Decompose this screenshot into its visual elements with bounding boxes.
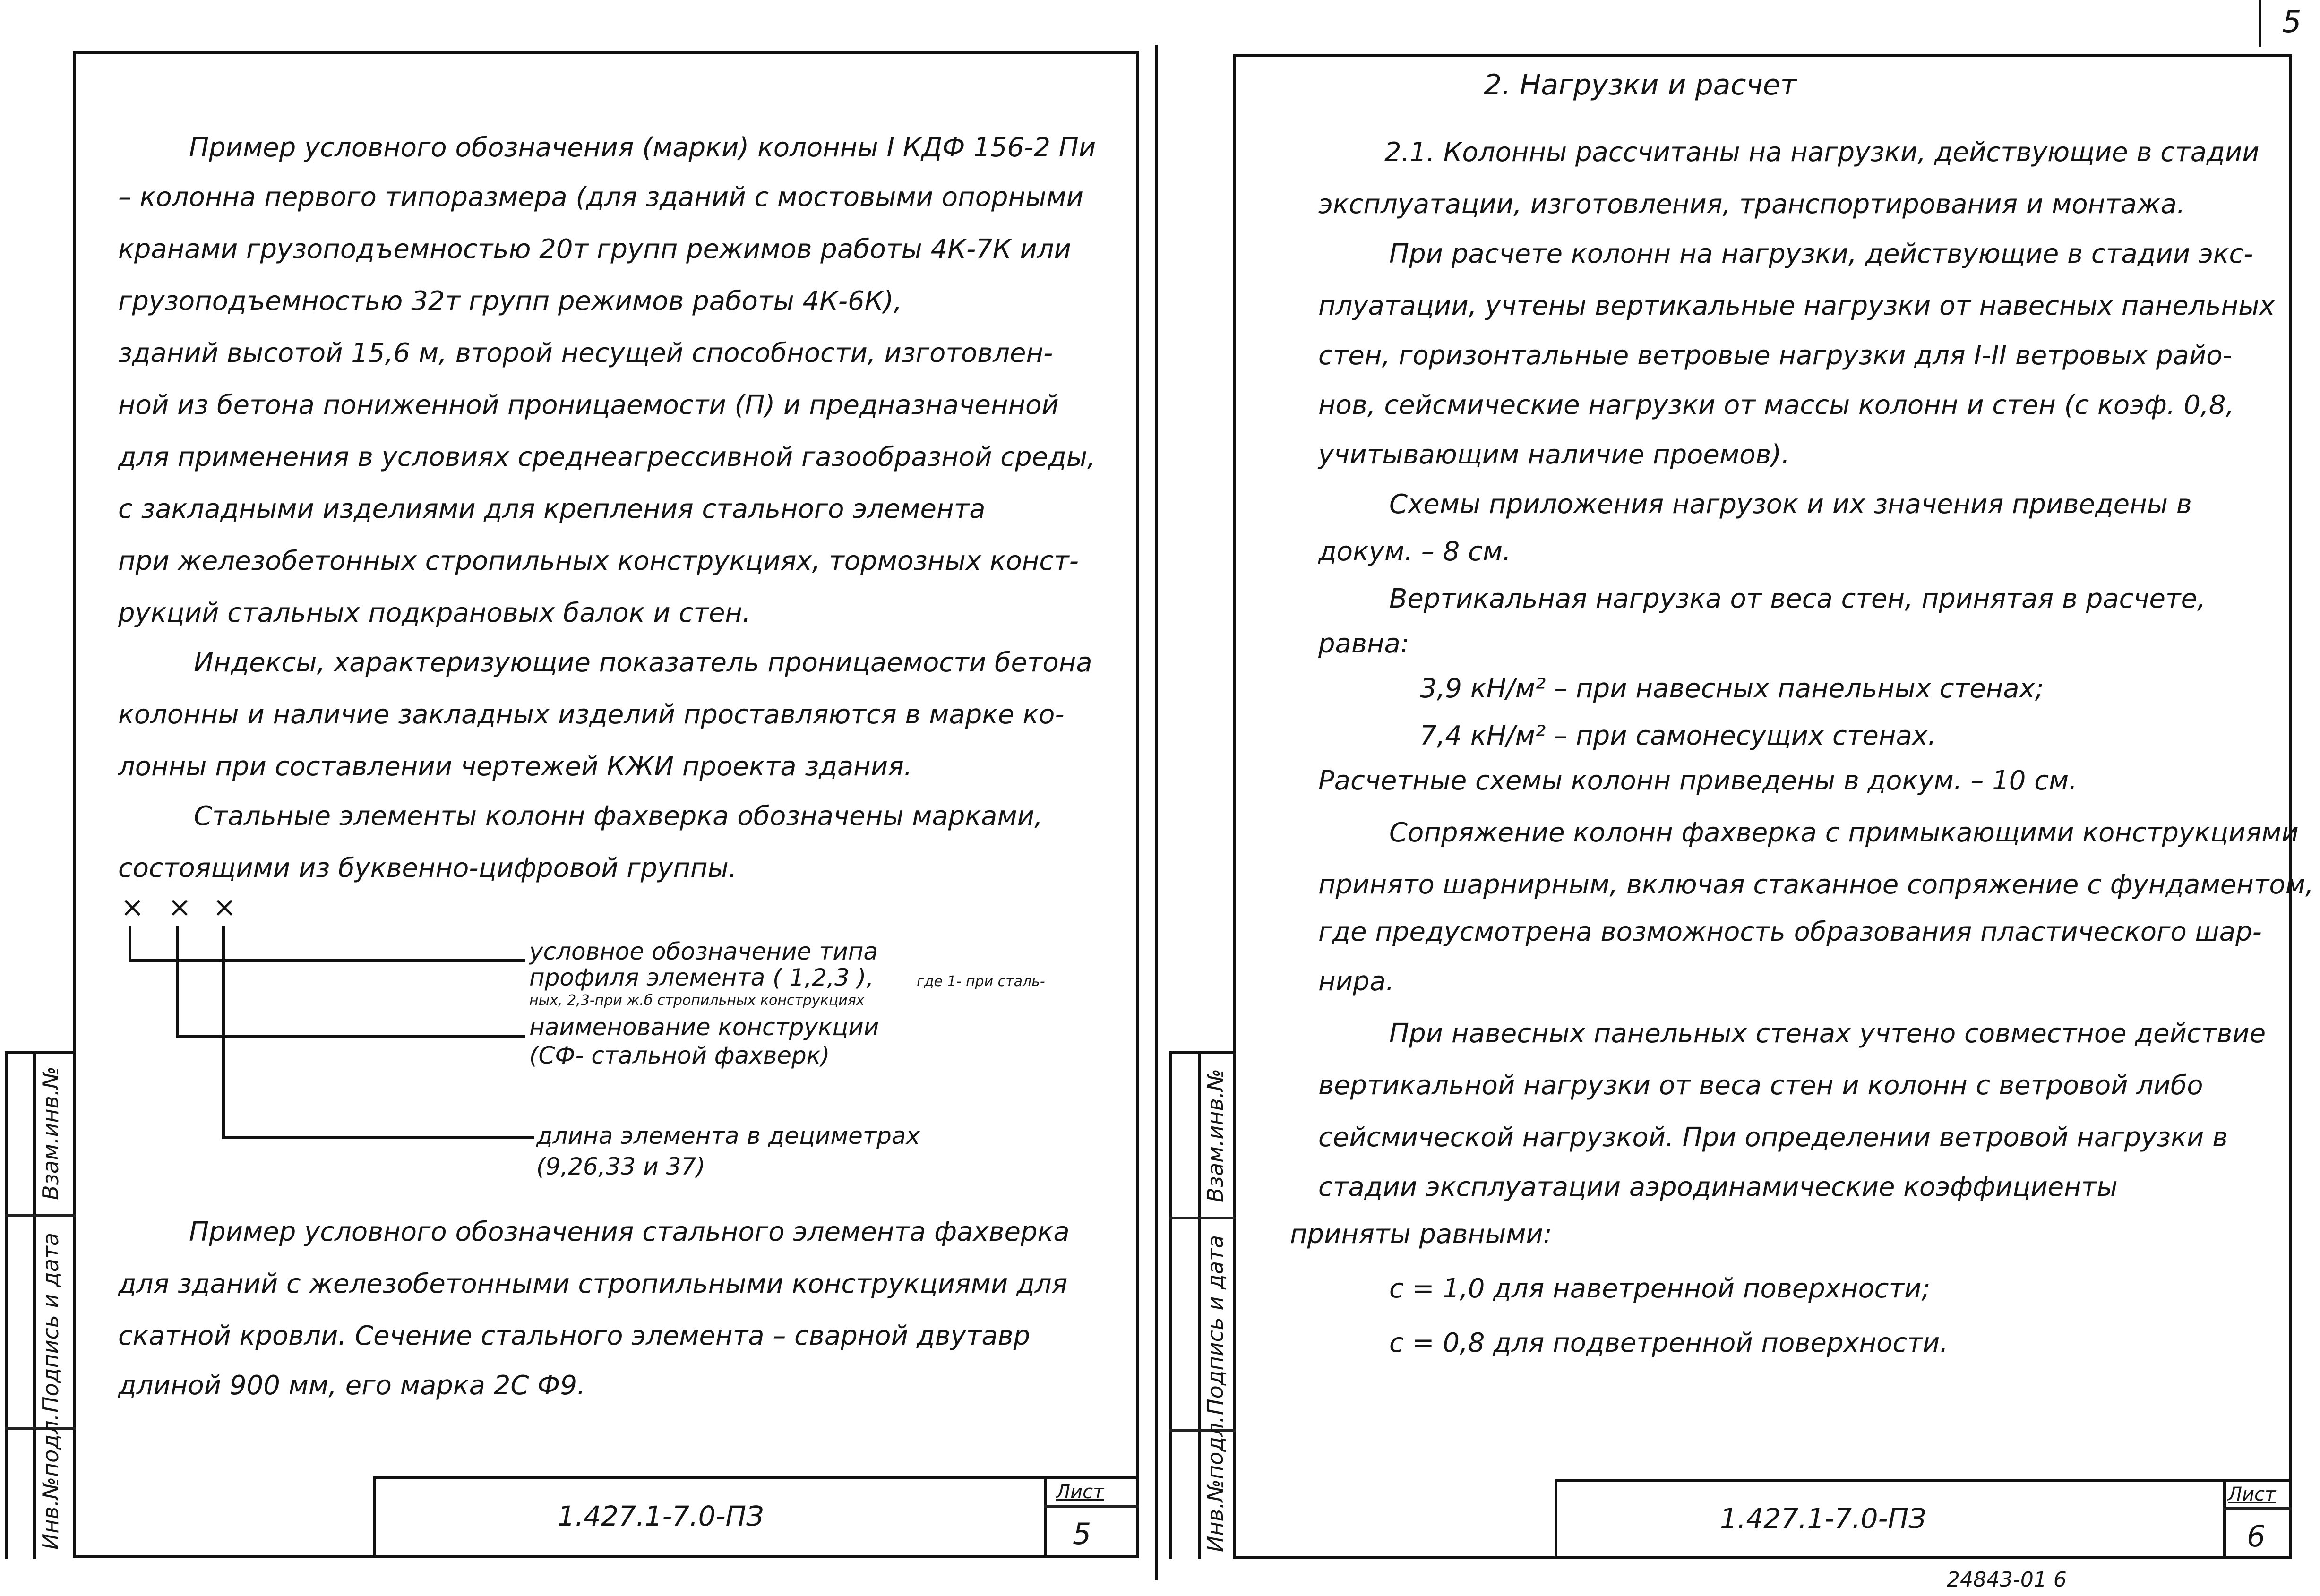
right-line: Схемы приложения нагрузок и их значения приведены в xyxy=(1389,489,2192,520)
left-line: длиной 900 мм, его марка 2С Ф9. xyxy=(118,1370,585,1401)
left-line: для зданий с железобетонными стропильными конструкциями для xyxy=(118,1269,1068,1299)
diagram-label1-note2: ных, 2,3-при ж.б стропильных конструкциях xyxy=(529,992,865,1009)
right-line: стен, горизонтальные ветровые нагрузки для I-II ветровых райо- xyxy=(1318,340,2232,371)
right-line: 3,9 кН/м² – при навесных панельных стенах; xyxy=(1420,673,2044,704)
right-line: докум. – 8 см. xyxy=(1318,536,1511,567)
right-line: 7,4 кН/м² – при самонесущих стенах. xyxy=(1420,721,1936,751)
diagram-leader xyxy=(129,926,131,961)
footer-number: 24843-01 6 xyxy=(1947,1568,2067,1592)
left-line: зданий высотой 15,6 м, второй несущей способности, изготовлен- xyxy=(118,338,1053,369)
right-line: 2.1. Колонны рассчитаны на нагрузки, действующие в стадии xyxy=(1384,137,2260,168)
right-line: плуатации, учтены вертикальные нагрузки от навесных панельных xyxy=(1318,291,2275,321)
left-stamp-inv-label: Инв.№подл. xyxy=(38,1413,63,1550)
right-line: учитывающим наличие проемов). xyxy=(1318,439,1790,470)
right-heading: 2. Нагрузки и расчет xyxy=(1484,69,1797,102)
corner-number: 5 xyxy=(2282,5,2302,40)
right-line: сейсмической нагрузкой. При определении ветровой нагрузки в xyxy=(1318,1122,2228,1153)
diagram-leader xyxy=(222,1136,534,1139)
left-stamp-border xyxy=(5,1051,8,1559)
diagram-marker: × xyxy=(213,891,237,924)
left-title-divider xyxy=(1044,1476,1047,1558)
right-line: Сопряжение колонн фахверка с примыкающими конструкциями xyxy=(1389,817,2299,848)
left-line: Пример условного обозначения стального элемента фахверка xyxy=(189,1217,1070,1247)
right-line: с = 1,0 для наветренной поверхности; xyxy=(1389,1273,1931,1304)
right-title-sheet-divider xyxy=(2223,1507,2292,1510)
left-line: Стальные элементы колонн фахверка обозначены марками, xyxy=(194,801,1043,832)
diagram-label3-line1: длина элемента в дециметрах xyxy=(536,1122,920,1150)
left-title-sheet-divider xyxy=(1044,1505,1139,1508)
right-line: При расчете колонн на нагрузки, действующие в стадии экс- xyxy=(1389,239,2253,269)
right-stamp-replace-label: Взам.инв.№ xyxy=(1203,1068,1228,1202)
right-stamp-inv-label: Инв.№подл. xyxy=(1203,1416,1228,1552)
right-line: нов, сейсмические нагрузки от массы колонн и стен (с коэф. 0,8, xyxy=(1318,390,2234,420)
right-line: равна: xyxy=(1318,628,1409,659)
left-line: скатной кровли. Сечение стального элемента – сварной двутавр xyxy=(118,1321,1031,1351)
right-line: принято шарнирным, включая стаканное сопряжение с фундаментом, xyxy=(1318,869,2314,900)
right-line: где предусмотрена возможность образования пластического шар- xyxy=(1318,917,2262,947)
left-line: – колонна первого типоразмера (для зданий с мостовыми опорными xyxy=(118,182,1083,213)
diagram-label2-line1: наименование конструкции xyxy=(529,1013,879,1041)
corner-box-left xyxy=(2259,0,2261,47)
left-line: кранами грузоподъемностью 20т групп режимов работы 4К-7К или xyxy=(118,234,1071,265)
right-sheet-number: 6 xyxy=(2247,1519,2266,1553)
left-line: состоящими из буквенно-цифровой группы. xyxy=(118,853,737,884)
left-stamp-top xyxy=(5,1051,76,1054)
right-stamp-row1 xyxy=(1169,1217,1236,1219)
right-doc-code: 1.427.1-7.0-ПЗ xyxy=(1720,1502,1926,1535)
right-sheet-label: Лист xyxy=(2228,1484,2276,1505)
right-line: с = 0,8 для подветренной поверхности. xyxy=(1389,1328,1949,1358)
left-stamp-row1 xyxy=(5,1214,76,1217)
right-line: эксплуатации, изготовления, транспортирования и монтажа. xyxy=(1318,189,2185,220)
page-separator xyxy=(1155,45,1158,1580)
right-stamp-divider xyxy=(1198,1051,1201,1559)
right-line: Расчетные схемы колонн приведены в докум. – 10 см. xyxy=(1318,765,2078,796)
left-line: колонны и наличие закладных изделий проставляются в марке ко- xyxy=(118,699,1065,730)
diagram-label2-line2: (СФ- стальной фахверк) xyxy=(529,1042,830,1069)
diagram-marker: × xyxy=(120,891,145,924)
right-line: Вертикальная нагрузка от веса стен, принятая в расчете, xyxy=(1389,583,2206,614)
left-sheet-number: 5 xyxy=(1073,1517,1091,1551)
right-line: нира. xyxy=(1318,966,1394,997)
diagram-marker: × xyxy=(168,891,192,924)
left-line: с закладными изделиями для крепления стального элемента xyxy=(118,494,986,524)
left-line: Пример условного обозначения (марки) колонны I КДФ 156-2 Пи xyxy=(189,132,1096,163)
diagram-label1-note1: где 1- при сталь- xyxy=(917,973,1045,990)
right-line: стадии эксплуатации аэродинамические коэффициенты xyxy=(1318,1172,2118,1202)
diagram-label1-line1: условное обозначение типа xyxy=(529,938,878,965)
left-line: лонны при составлении чертежей КЖИ проекта здания. xyxy=(118,751,912,782)
left-stamp-replace-label: Взам.инв.№ xyxy=(38,1066,63,1200)
left-doc-code: 1.427.1-7.0-ПЗ xyxy=(558,1500,764,1532)
left-sheet-label: Лист xyxy=(1056,1481,1104,1503)
right-line: При навесных панельных стенах учтено совместное действие xyxy=(1389,1018,2266,1049)
right-stamp-sign-label: Подпись и дата xyxy=(1203,1235,1228,1415)
diagram-leader xyxy=(176,1035,525,1038)
left-line: грузоподъемностью 32т групп режимов работы 4К-6К), xyxy=(118,286,902,317)
diagram-leader xyxy=(176,926,179,1037)
left-line: рукций стальных подкрановых балок и стен. xyxy=(118,598,751,628)
diagram-label3-line2: (9,26,33 и 37) xyxy=(536,1153,705,1180)
left-line: ной из бетона пониженной проницаемости (П) и предназначенной xyxy=(118,390,1059,420)
left-stamp-divider xyxy=(33,1051,36,1559)
left-line: при железобетонных стропильных конструкциях, тормозных конст- xyxy=(118,546,1079,576)
right-line: приняты равными: xyxy=(1290,1219,1552,1250)
right-stamp-top xyxy=(1169,1051,1236,1054)
right-line: вертикальной нагрузки от веса стен и колонн с ветровой либо xyxy=(1318,1070,2203,1101)
left-line: для применения в условиях среднеагрессивной газообразной среды, xyxy=(118,442,1096,472)
right-stamp-border xyxy=(1169,1051,1172,1559)
left-stamp-sign-label: Подпись и дата xyxy=(38,1232,63,1413)
diagram-leader xyxy=(129,959,525,962)
diagram-label1-line2: профиля элемента ( 1,2,3 ), xyxy=(529,964,874,991)
right-title-divider xyxy=(2223,1479,2226,1559)
diagram-leader xyxy=(222,926,225,1139)
left-line: Индексы, характеризующие показатель проницаемости бетона xyxy=(194,647,1092,678)
